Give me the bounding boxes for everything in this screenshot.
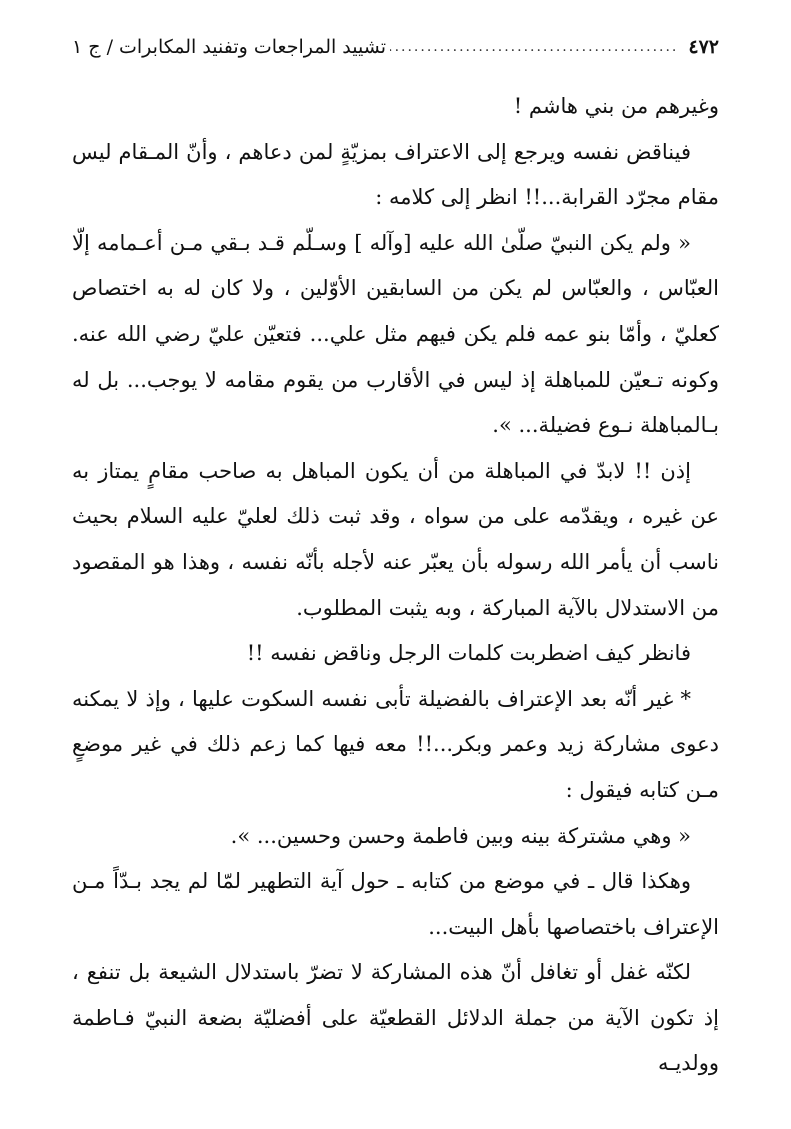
- paragraph: * غير أنّه بعد الإعتراف بالفضيلة تأبى نفسه السكوت عليها ، وإذ لا يمكنه دعوى مشاركة زيد وعمر وبكر...!! معه فيها كما زعم ذلك في غير موضعٍ مـن كتابه فيقول :: [72, 686, 719, 802]
- paragraph: فيناقض نفسه ويرجع إلى الاعتراف بمزيّةٍ لمن دعاهم ، وأنّ المـقام ليس مقام مجرّد القرابة...!! انظر إلى كلامه :: [72, 139, 719, 210]
- page-body: [72, 84, 719, 1087]
- quote-paragraph: « ولم يكن النبيّ صلّىٰ الله عليه [وآله ] وسـلّم قـد بـقي مـن أعـمامه إلّا العبّاس ، والعبّاس لم يكن من السابقين الأوّلين ، ولا كان له به اختصاص كعليّ ، وأمّا بنو عمه فلم يكن فيهم مثل علي... فتعيّن عليّ رضي الله عنه. وكونه تـعيّن للمباهلة إذ ليس في الأقارب من يقوم مقامه لا يوجب... بل له بـالمباهلة نـوع فضيلة... ».: [72, 230, 719, 438]
- paragraph: وهكذا قال ـ في موضع من كتابه ـ حول آية التطهير لمّا لم يجد بـدّاً مـن الإعتراف باختصاصها بأهل البيت...: [72, 869, 719, 939]
- paragraph: فانظر كيف اضطربت كلمات الرجل وناقض نفسه !!: [246, 641, 691, 666]
- paragraph: وغيرهم من بني هاشم !: [513, 94, 719, 118]
- paragraph: لكنّه غفل أو تغافل أنّ هذه المشاركة لا تضرّ باستدلال الشيعة بل تنفع ، إذ تكون الآية من جملة الدلائل القطعيّة على أفضليّة بضعة النبيّ فـاطمة وولديـه: [72, 960, 719, 1076]
- header-dot-leader: [390, 39, 678, 55]
- page-number: ٤٧٢: [688, 36, 719, 58]
- paragraph: إذن !! لابدّ في المباهلة من أن يكون المباهل به صاحب مقامٍ يمتاز به عن غيره ، ويقدّمه على من سواه ، وقد ثبت ذلك لعليّ عليه السلام بحيث ناسب أن يأمر الله رسوله بأن يعبّر عنه لأجله بأنّه نفسه ، وهذا هو المقصود من الاستدلال بالآية المباركة ، وبه يثبت المطلوب.: [72, 458, 719, 620]
- running-title: تشييد المراجعات وتفنيد المكابرات / ج ١: [72, 36, 386, 58]
- running-header: [72, 30, 719, 64]
- quote-paragraph: « وهي مشتركة بينه وبين فاطمة وحسن وحسين... ».: [230, 823, 691, 848]
